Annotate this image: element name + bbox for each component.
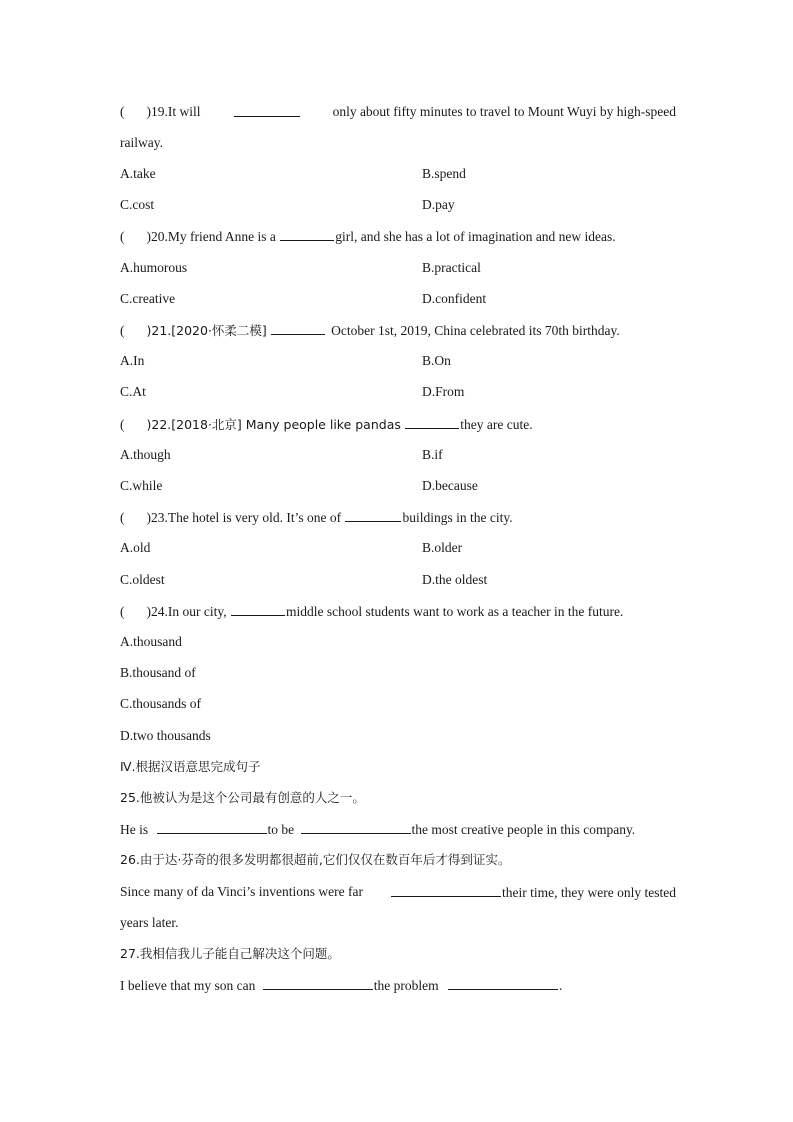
q26-chinese-prompt: 26.由于达·芬奇的很多发明都很超前,它们仅仅在数百年后才得到证实。 (120, 852, 511, 867)
q20-option-c: C.creative (120, 291, 176, 306)
q25-english-line (120, 819, 676, 839)
q19-option-d: D.pay (422, 197, 455, 212)
q22-option-d: D.because (422, 478, 478, 493)
q25-chinese-prompt: 25.他被认为是这个公司最有创意的人之一。 (120, 790, 365, 805)
q22-option-c: C.while (120, 478, 163, 493)
q23-option-a: A.old (120, 540, 151, 555)
q21-option-b: B.On (422, 353, 451, 368)
q25-part-1: He is (120, 822, 149, 837)
q23-option-d: D.the oldest (422, 572, 488, 587)
q20-prefix: )20.My friend Anne is a (146, 229, 276, 244)
q27-part-3: . (558, 978, 563, 993)
q21-option-d: D.From (422, 384, 465, 399)
q23-prefix: )23.The hotel is very old. It’s one of (146, 510, 342, 525)
q27-part-2: the problem (373, 978, 439, 993)
q24-option-d: D.two thousands (120, 728, 211, 743)
q27-blank-1 (263, 975, 373, 990)
q19-answer-blank (234, 102, 300, 117)
q20-paren: ( (120, 229, 125, 244)
q19-stem-cont: railway. (120, 135, 163, 150)
q27-chinese-prompt: 27.我相信我儿子能自己解决这个问题。 (120, 946, 340, 961)
q22-option-b: B.if (422, 447, 443, 462)
q21-option-c: C.At (120, 384, 146, 399)
q20-option-b: B.practical (422, 260, 481, 275)
q21-suffix: October 1st, 2019, China celebrated its 70th birthday. (331, 323, 620, 338)
q21-stem-line (120, 320, 676, 340)
q27-english-line (120, 975, 676, 995)
q22-suffix: they are cute. (460, 417, 533, 432)
q24-option-b: B.thousand of (120, 665, 196, 680)
q22-stem-line (120, 414, 676, 434)
q26-part-2: their time, they were only tested (502, 885, 676, 900)
q23-paren: ( (120, 510, 125, 525)
q23-stem-line (120, 507, 676, 527)
q23-option-c: C.oldest (120, 572, 165, 587)
q19-option-a: A.take (120, 166, 156, 181)
q25-blank-2 (301, 819, 411, 834)
q19-option-c: C.cost (120, 197, 155, 212)
q24-stem-line (120, 601, 676, 621)
q21-answer-blank (271, 320, 325, 335)
q23-answer-blank (345, 507, 401, 522)
q20-stem-line (120, 226, 676, 246)
q19-stem-line (120, 102, 676, 122)
q19-lead: ( )19.It will (120, 104, 201, 119)
q22-prefix: )22.[2018·北京] Many people like pandas (146, 417, 401, 432)
q23-option-b: B.older (422, 540, 463, 555)
q24-option-c: C.thousands of (120, 696, 201, 711)
q20-option-a: A.humorous (120, 260, 188, 275)
q22-option-a: A.though (120, 447, 171, 462)
q23-suffix: buildings in the city. (402, 510, 513, 525)
q20-suffix: girl, and she has a lot of imagination and new ideas. (335, 229, 616, 244)
q24-suffix: middle school students want to work as a teacher in the future. (285, 604, 624, 619)
q21-option-a: A.In (120, 353, 145, 368)
q27-part-1: I believe that my son can (120, 978, 256, 993)
q25-blank-1 (157, 819, 267, 834)
q26-english-cont: years later. (120, 915, 179, 930)
q19-option-b: B.spend (422, 166, 466, 181)
q21-prefix: )21.[2020·怀柔二模] (146, 323, 267, 338)
q25-part-2: to be (267, 822, 295, 837)
q24-prefix: )24.In our city, (146, 604, 227, 619)
q24-option-a: A.thousand (120, 634, 182, 649)
q22-answer-blank (405, 414, 459, 429)
q19-stem-rest: only about fifty minutes to travel to Mount Wuyi by high-speed (332, 104, 676, 119)
section-4-heading: Ⅳ.根据汉语意思完成句子 (120, 759, 261, 774)
q26-part-1: Since many of da Vinci’s inventions were far (120, 884, 363, 899)
q26-blank-1 (391, 882, 501, 897)
q24-paren: ( (120, 604, 125, 619)
q20-option-d: D.confident (422, 291, 487, 306)
q24-answer-blank (231, 601, 285, 616)
q27-blank-2 (448, 975, 558, 990)
q20-answer-blank (280, 226, 334, 241)
q26-english-line (120, 882, 676, 902)
q25-part-3: the most creative people in this company. (411, 822, 636, 837)
q21-paren: ( (120, 323, 125, 338)
q22-paren: ( (120, 417, 125, 432)
